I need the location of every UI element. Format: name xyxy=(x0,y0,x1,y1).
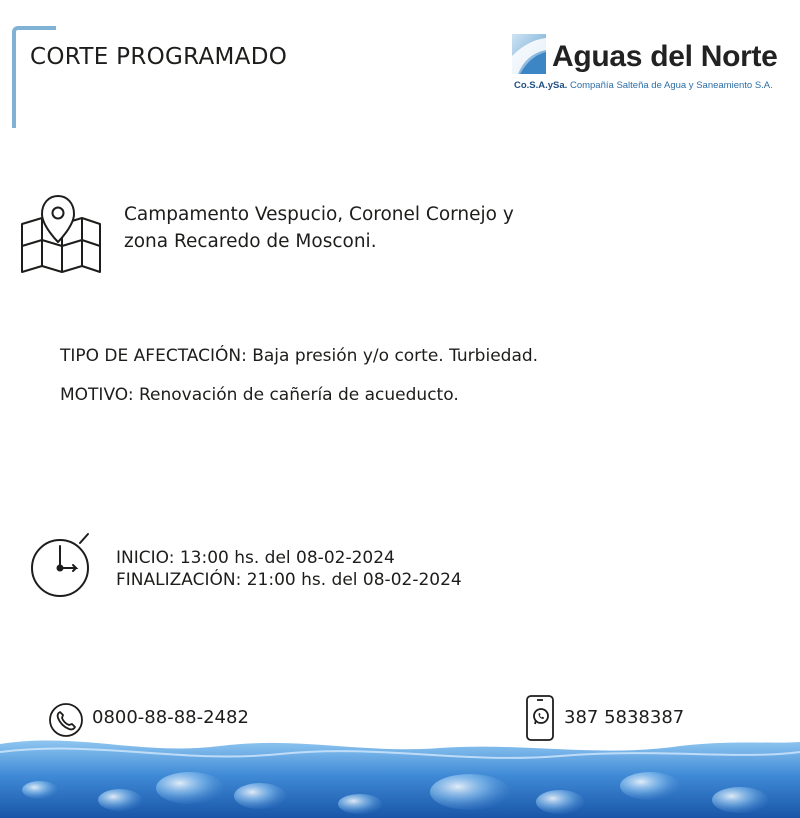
map-pin-icon xyxy=(18,190,104,276)
company-logo xyxy=(512,34,784,94)
brand-tagline xyxy=(514,80,773,91)
tagline-long: Compañía Salteña de Agua y Saneamiento S.A. xyxy=(567,80,773,91)
end-time: FINALIZACIÓN: 21:00 hs. del 08-02-2024 xyxy=(116,570,462,590)
affected-location xyxy=(124,201,594,255)
water-wave-decoration xyxy=(0,730,800,818)
reason: MOTIVO: Renovación de cañería de acueducto. xyxy=(60,385,459,405)
location-line-1: Campamento Vespucio, Coronel Cornejo y xyxy=(124,204,514,225)
tagline-short: Co.S.A.ySa. xyxy=(514,80,568,91)
location-line-2: zona Recaredo de Mosconi. xyxy=(124,231,377,252)
page-title: CORTE PROGRAMADO xyxy=(30,44,288,70)
logo-mark-icon xyxy=(512,34,546,74)
whatsapp-number[interactable]: 387 5838387 xyxy=(564,707,685,728)
header-frame xyxy=(12,26,56,128)
brand-name: Aguas del Norte xyxy=(552,40,778,73)
phone-number[interactable]: 0800-88-88-2482 xyxy=(92,707,249,728)
schedule xyxy=(116,547,462,591)
affectation-type: TIPO DE AFECTACIÓN: Baja presión y/o corte. Turbiedad. xyxy=(60,346,539,366)
clock-icon xyxy=(28,528,100,600)
start-time: INICIO: 13:00 hs. del 08-02-2024 xyxy=(116,548,395,568)
